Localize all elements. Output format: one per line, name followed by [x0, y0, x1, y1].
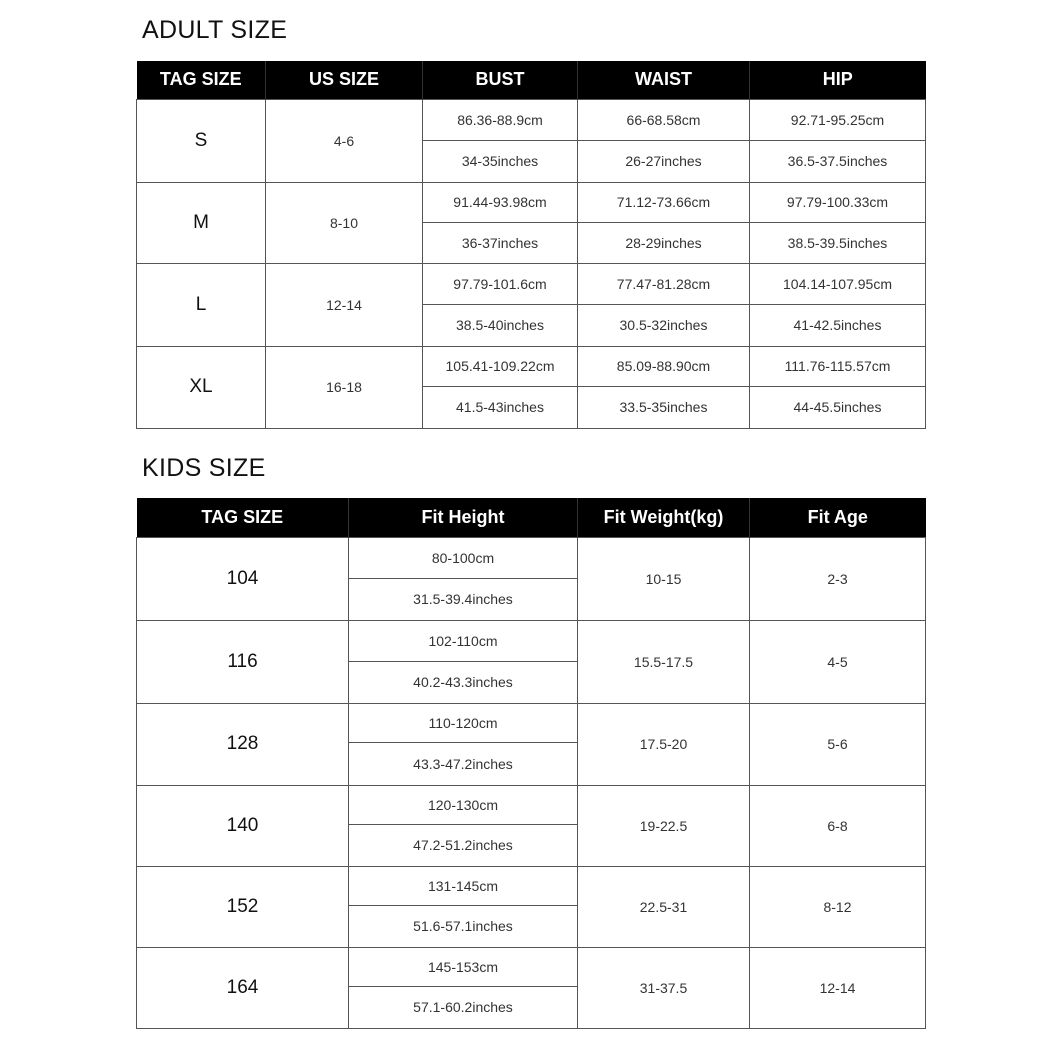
tag-size-cell: M	[137, 182, 266, 263]
tag-size-cell: 116	[137, 620, 349, 703]
adult-size-title: ADULT SIZE	[142, 16, 288, 44]
header-fit-age: Fit Age	[750, 498, 926, 537]
height-in-cell: 31.5-39.4inches	[349, 578, 578, 620]
weight-cell: 17.5-20	[578, 703, 750, 785]
bust-in-cell: 34-35inches	[423, 140, 578, 182]
header-fit-height: Fit Height	[349, 498, 578, 537]
waist-in-cell: 30.5-32inches	[578, 304, 750, 346]
hip-in-cell: 41-42.5inches	[750, 304, 926, 346]
hip-in-cell: 36.5-37.5inches	[750, 140, 926, 182]
header-fit-weight: Fit Weight(kg)	[578, 498, 750, 537]
header-hip: HIP	[750, 61, 926, 99]
table-row	[137, 620, 926, 661]
hip-cm-cell: 111.76-115.57cm	[750, 346, 926, 386]
waist-cm-cell: 85.09-88.90cm	[578, 346, 750, 386]
weight-cell: 31-37.5	[578, 947, 750, 1028]
bust-in-cell: 38.5-40inches	[423, 304, 578, 346]
waist-in-cell: 33.5-35inches	[578, 386, 750, 428]
kids-size-title: KIDS SIZE	[142, 454, 266, 482]
adult-header-row	[137, 61, 926, 99]
header-waist: WAIST	[578, 61, 750, 99]
us-size-cell: 12-14	[266, 263, 423, 346]
bust-cm-cell: 97.79-101.6cm	[423, 263, 578, 304]
header-us-size: US SIZE	[266, 61, 423, 99]
height-cm-cell: 110-120cm	[349, 703, 578, 742]
height-cm-cell: 80-100cm	[349, 537, 578, 578]
age-cell: 2-3	[750, 537, 926, 620]
tag-size-cell: S	[137, 99, 266, 182]
hip-cm-cell: 92.71-95.25cm	[750, 99, 926, 140]
header-tag-size: TAG SIZE	[137, 61, 266, 99]
table-row	[137, 947, 926, 986]
adult-size-table	[136, 61, 926, 429]
us-size-cell: 8-10	[266, 182, 423, 263]
bust-cm-cell: 86.36-88.9cm	[423, 99, 578, 140]
height-cm-cell: 145-153cm	[349, 947, 578, 986]
height-in-cell: 47.2-51.2inches	[349, 824, 578, 866]
height-cm-cell: 131-145cm	[349, 866, 578, 905]
waist-in-cell: 26-27inches	[578, 140, 750, 182]
height-cm-cell: 120-130cm	[349, 785, 578, 824]
tag-size-cell: 128	[137, 703, 349, 785]
age-cell: 6-8	[750, 785, 926, 866]
header-bust: BUST	[423, 61, 578, 99]
age-cell: 4-5	[750, 620, 926, 703]
table-row	[137, 866, 926, 905]
hip-cm-cell: 104.14-107.95cm	[750, 263, 926, 304]
us-size-cell: 4-6	[266, 99, 423, 182]
height-in-cell: 57.1-60.2inches	[349, 986, 578, 1028]
kids-header-row	[137, 498, 926, 537]
table-row	[137, 537, 926, 578]
weight-cell: 15.5-17.5	[578, 620, 750, 703]
weight-cell: 22.5-31	[578, 866, 750, 947]
waist-in-cell: 28-29inches	[578, 222, 750, 263]
tag-size-cell: 104	[137, 537, 349, 620]
age-cell: 5-6	[750, 703, 926, 785]
weight-cell: 19-22.5	[578, 785, 750, 866]
hip-in-cell: 44-45.5inches	[750, 386, 926, 428]
age-cell: 8-12	[750, 866, 926, 947]
table-row	[137, 263, 926, 304]
height-in-cell: 51.6-57.1inches	[349, 905, 578, 947]
age-cell: 12-14	[750, 947, 926, 1028]
tag-size-cell: 164	[137, 947, 349, 1028]
height-cm-cell: 102-110cm	[349, 620, 578, 661]
waist-cm-cell: 77.47-81.28cm	[578, 263, 750, 304]
hip-in-cell: 38.5-39.5inches	[750, 222, 926, 263]
table-row	[137, 182, 926, 222]
kids-size-table	[136, 498, 926, 1029]
height-in-cell: 40.2-43.3inches	[349, 661, 578, 703]
tag-size-cell: 140	[137, 785, 349, 866]
bust-in-cell: 41.5-43inches	[423, 386, 578, 428]
bust-in-cell: 36-37inches	[423, 222, 578, 263]
table-row	[137, 785, 926, 824]
weight-cell: 10-15	[578, 537, 750, 620]
bust-cm-cell: 105.41-109.22cm	[423, 346, 578, 386]
bust-cm-cell: 91.44-93.98cm	[423, 182, 578, 222]
height-in-cell: 43.3-47.2inches	[349, 742, 578, 785]
tag-size-cell: L	[137, 263, 266, 346]
waist-cm-cell: 71.12-73.66cm	[578, 182, 750, 222]
us-size-cell: 16-18	[266, 346, 423, 428]
header-tag-size: TAG SIZE	[137, 498, 349, 537]
tag-size-cell: XL	[137, 346, 266, 428]
tag-size-cell: 152	[137, 866, 349, 947]
hip-cm-cell: 97.79-100.33cm	[750, 182, 926, 222]
table-row	[137, 99, 926, 140]
table-row	[137, 346, 926, 386]
waist-cm-cell: 66-68.58cm	[578, 99, 750, 140]
table-row	[137, 703, 926, 742]
